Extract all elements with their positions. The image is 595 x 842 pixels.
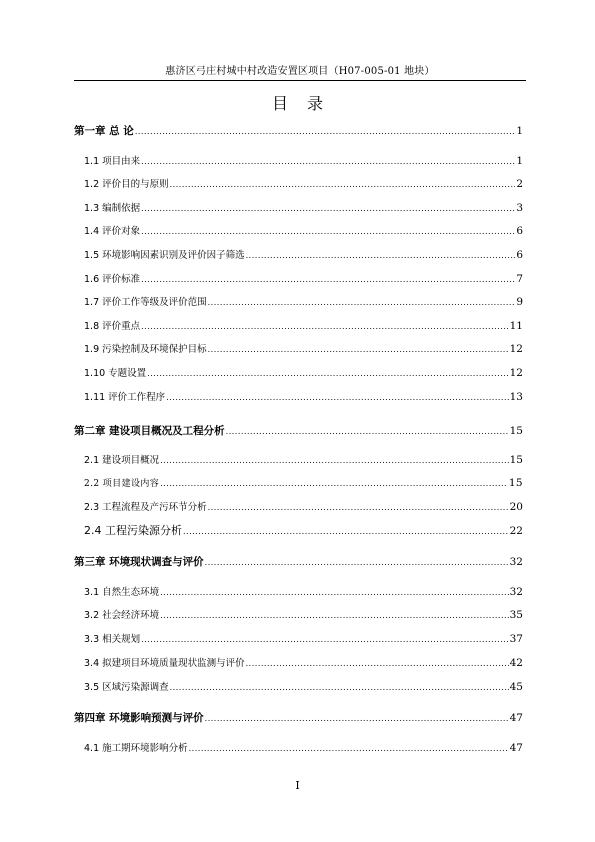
toc-page-number: 6 [516,249,523,261]
toc-section-entry[interactable] [84,177,523,192]
dot-leader [170,681,509,695]
toc-entry-title: 3.3 相关规划 [84,634,141,645]
toc-page-number: 15 [509,425,523,437]
toc-entry-title: 3.1 自然生态环境 [84,587,160,598]
dot-leader [208,296,516,310]
toc-page-number: 45 [509,681,523,693]
toc-page-number: 47 [509,712,523,724]
dot-leader [160,609,508,623]
toc-entry-title: 1.3 编制依据 [84,203,141,214]
toc-entry-title: 1.4 评价对象 [84,226,141,237]
toc-section-entry[interactable] [84,390,523,405]
dot-leader [141,155,515,169]
toc-chapter-entry[interactable] [74,555,523,570]
page-number: I [295,779,300,792]
dot-leader [141,320,508,334]
toc-entry-title: 2.4 工程污染源分析 [84,524,182,537]
toc-page-number: 47 [509,742,523,754]
toc-page-number: 13 [509,391,523,403]
dot-leader [246,249,516,263]
toc-page-number: 20 [509,501,523,513]
dot-leader [141,273,515,287]
dot-leader [160,586,508,600]
toc-section-entry[interactable] [84,632,523,647]
dot-leader [205,712,509,726]
toc-page-number: 12 [509,343,523,355]
toc-entry-title: 1.1 项目由来 [84,156,141,167]
toc-entry-title: 1.7 评价工作等级及评价范围 [84,297,207,308]
toc-page-number: 2 [516,178,523,190]
toc-page-number: 11 [509,320,523,332]
toc-section-entry[interactable] [84,342,523,357]
toc-section-entry[interactable] [84,585,523,600]
toc-section-entry[interactable] [84,476,523,491]
toc-chapter-entry[interactable] [74,124,523,139]
toc-chapter-entry[interactable] [74,424,523,439]
dot-leader [166,391,508,405]
toc-chapter-entry[interactable] [74,711,523,726]
toc-entry-title: 3.4 拟建项目环境质量现状监测与评价 [84,658,245,669]
toc-page-number: 1 [516,125,523,137]
toc-page-number: 37 [509,633,523,645]
toc-entry-title: 第一章 总 论 [74,125,134,137]
toc-entry-title: 1.2 评价目的与原则 [84,179,169,190]
dot-leader [226,425,509,439]
toc-entry-title: 1.6 评价标准 [84,274,141,285]
toc-entry-title: 第三章 环境现状调查与评价 [74,556,204,568]
dot-leader [160,477,508,491]
toc-section-entry[interactable] [84,295,523,310]
toc-section-entry[interactable] [84,524,523,539]
toc-page-number: 42 [509,657,523,669]
toc-section-entry[interactable] [84,453,523,468]
dot-leader [183,525,509,539]
dot-leader [205,556,509,570]
toc-page-number: 35 [509,609,523,621]
toc-entry-title: 3.5 区域污染源调查 [84,682,169,693]
toc-section-entry[interactable] [84,656,523,671]
toc-section-entry[interactable] [84,272,523,287]
toc-entry-title: 2.3 工程流程及产污环节分析 [84,502,207,513]
toc-entry-title: 第四章 环境影响预测与评价 [74,712,204,724]
toc-section-entry[interactable] [84,680,523,695]
toc-section-entry[interactable] [84,319,523,334]
dot-leader [141,202,515,216]
toc-entry-title: 4.1 施工期环境影响分析 [84,743,188,754]
toc-title: 目 录 [271,94,331,113]
toc-section-entry[interactable] [84,741,523,756]
dot-leader [141,633,508,647]
toc-entry-title: 第二章 建设项目概况及工程分析 [74,425,225,437]
toc-page-number: 1 [516,155,523,167]
toc-section-entry[interactable] [84,154,523,169]
dot-leader [208,343,509,357]
toc-page-number: 15 [508,477,523,489]
dot-leader [208,501,509,515]
dot-leader [135,125,516,139]
toc-section-entry[interactable] [84,608,523,623]
dot-leader [147,367,508,381]
toc-entry-title: 1.11 评价工作程序 [84,392,166,403]
toc-section-entry[interactable] [84,500,523,515]
toc-entry-title: 1.10 专题设置 [84,368,147,379]
dot-leader [189,742,509,756]
toc-page-number: 22 [509,525,523,537]
toc-entry-title: 1.5 环境影响因素识别及评价因子筛选 [84,250,245,261]
toc-page-number: 32 [509,586,523,598]
toc-page-number: 15 [509,454,523,466]
toc-section-entry[interactable] [84,366,523,381]
toc-section-entry[interactable] [84,248,523,263]
toc-page-number: 9 [516,296,523,308]
toc-page-number: 7 [516,273,523,285]
toc-entry-title: 1.8 评价重点 [84,321,141,332]
toc-entry-title: 1.9 污染控制及环境保护目标 [84,344,207,355]
toc-entry-title: 2.2 项目建设内容 [84,479,160,489]
dot-leader [160,454,508,468]
toc-entry-title: 3.2 社会经济环境 [84,610,160,621]
toc-page-number: 32 [509,556,523,568]
toc-section-entry[interactable] [84,201,523,216]
toc-section-entry[interactable] [84,224,523,239]
toc-page-number: 3 [516,202,523,214]
dot-leader [246,657,509,671]
running-header: 惠济区弓庄村城中村改造安置区项目（H07-005-01 地块） [74,62,526,81]
dot-leader [141,225,515,239]
toc-entry-title: 2.1 建设项目概况 [84,455,160,466]
toc-page-number: 12 [509,367,523,379]
dot-leader [170,178,516,192]
toc-page-number: 6 [516,225,523,237]
